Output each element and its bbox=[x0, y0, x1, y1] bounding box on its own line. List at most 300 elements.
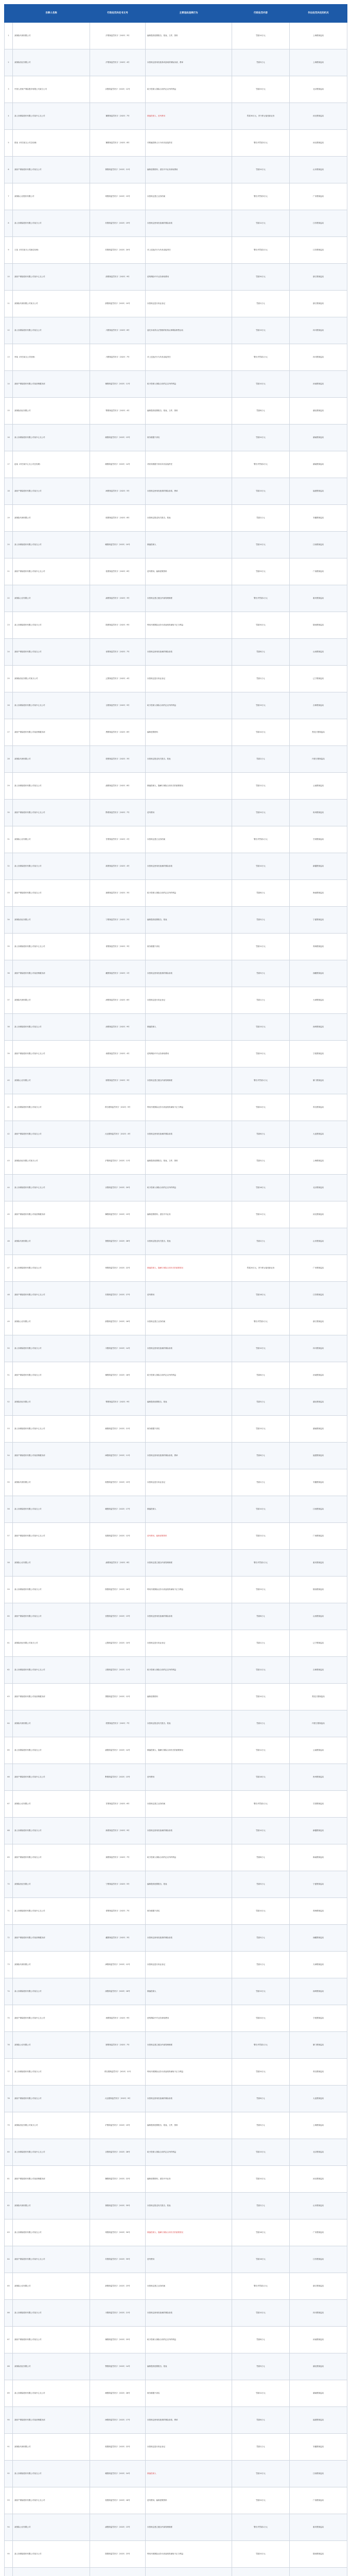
row-result bbox=[232, 558, 290, 585]
row-org-text: 福建银保监局 bbox=[313, 490, 324, 493]
row-org bbox=[290, 371, 347, 398]
row-index bbox=[5, 1255, 13, 1282]
row-party-text: 某财产保险股份有限公司某支公司 bbox=[14, 1374, 42, 1377]
row-org bbox=[290, 1657, 347, 1684]
table-row bbox=[5, 2112, 347, 2139]
row-basis bbox=[146, 2273, 232, 2300]
row-result-text: 罚款1万元 bbox=[256, 677, 265, 680]
table-row bbox=[5, 505, 347, 532]
row-party bbox=[13, 291, 90, 317]
row-org-text: 浙江银保监局 bbox=[313, 276, 324, 278]
row-org bbox=[290, 1952, 347, 1978]
row-party-text: 某保险代理有限公司 bbox=[14, 2446, 31, 2448]
row-basis bbox=[146, 237, 232, 264]
row-index bbox=[5, 2568, 13, 2576]
row-party bbox=[13, 2327, 90, 2353]
row-index bbox=[5, 1550, 13, 1577]
row-party bbox=[13, 1067, 90, 1094]
row-basis-text: 虚列费用 bbox=[147, 811, 154, 814]
row-type-text: 皖银保监罚决字〔2023〕8号 bbox=[106, 517, 130, 519]
row-party bbox=[13, 532, 90, 558]
row-party-text: 某保险代理有限公司 bbox=[14, 758, 31, 760]
row-party-text: 某保险经纪有限公司某分公司 bbox=[14, 1160, 38, 1162]
row-party-text: 某财产保险股份有限公司某营销服务部 bbox=[14, 1696, 45, 1698]
row-org-text: 新疆银保监局 bbox=[313, 1829, 324, 1832]
row-basis-text: 虚列费用、编制虚假资料 bbox=[147, 1535, 167, 1537]
row-org bbox=[290, 2487, 347, 2514]
row-party-text: 某保险代理有限公司 bbox=[14, 1722, 31, 1725]
row-party-text: 某人寿保险股份有限公司某支公司 bbox=[14, 1026, 42, 1028]
row-party-text: 某保险经纪有限公司某分公司 bbox=[14, 677, 38, 680]
table-row bbox=[5, 2327, 347, 2353]
row-org-text: 云南银保监局 bbox=[313, 785, 324, 787]
row-basis bbox=[146, 666, 232, 692]
row-org bbox=[290, 210, 347, 237]
row-party bbox=[13, 1791, 90, 1818]
row-result bbox=[232, 451, 290, 478]
row-result bbox=[232, 1201, 290, 1228]
row-index bbox=[5, 291, 13, 317]
table-row bbox=[5, 2005, 347, 2032]
row-result-text: 罚款10万元 bbox=[256, 731, 266, 734]
row-type-text: 冀银保监罚决字〔2023〕15号 bbox=[105, 1213, 130, 1216]
row-org bbox=[290, 666, 347, 692]
row-basis bbox=[146, 558, 232, 585]
row-party-text: 某财产保险股份有限公司某中心支公司 bbox=[14, 2499, 45, 2502]
row-party-text: 某人寿保险股份有限公司某分公司 bbox=[14, 2071, 42, 2073]
row-type-text: 青银保监罚决字〔2023〕7号 bbox=[106, 1910, 130, 1912]
row-party bbox=[13, 2273, 90, 2300]
row-party-text: 某财产保险股份有限公司某中心支公司 bbox=[14, 570, 45, 573]
row-index-text: 26 bbox=[7, 704, 10, 707]
row-result-text: 罚款25万元 bbox=[256, 88, 266, 91]
row-index bbox=[5, 1925, 13, 1952]
row-party-text: 某人寿保险股份有限公司某支公司 bbox=[14, 785, 42, 787]
row-result bbox=[232, 1523, 290, 1550]
row-type-text: 赣银保监罚决字〔2023〕24号 bbox=[105, 2472, 130, 2475]
row-index bbox=[5, 1871, 13, 1898]
row-org-text: 黑龙江银保监局 bbox=[312, 1696, 325, 1698]
row-result-text: 罚款1万元 bbox=[256, 1963, 265, 1966]
row-org-text: 青海银保监局 bbox=[313, 1910, 324, 1912]
row-type bbox=[90, 2487, 146, 2514]
row-basis-text: 未按规定建立健全内部管理制度 bbox=[147, 2044, 172, 2046]
row-org-text: 西藏银保监局 bbox=[313, 972, 324, 975]
row-party bbox=[13, 2059, 90, 2086]
row-index-text: 78 bbox=[7, 2097, 10, 2100]
row-type bbox=[90, 880, 146, 907]
row-result-text: 警告并罚款2万元 bbox=[254, 249, 268, 251]
row-result-text: 罚款2万元 bbox=[256, 517, 265, 519]
row-party-text: 李某（时任某支公司经理） bbox=[14, 356, 36, 359]
row-result bbox=[232, 1496, 290, 1523]
row-party-text: 某保险代理有限公司某分公司 bbox=[14, 302, 38, 305]
row-result bbox=[232, 2219, 290, 2246]
row-party bbox=[13, 2086, 90, 2112]
row-basis-text: 未按规定进行执业登记 bbox=[147, 302, 165, 305]
row-party-text: 某人寿保险股份有限公司某中心支公司 bbox=[14, 2392, 45, 2395]
table-row bbox=[5, 1523, 347, 1550]
row-result-text: 罚款20万元 bbox=[256, 1106, 266, 1109]
row-type bbox=[90, 2112, 146, 2139]
row-type-text: 闽银保监罚决字〔2023〕5号 bbox=[106, 490, 130, 493]
row-type bbox=[90, 1014, 146, 1041]
row-type-text: 桂银保监罚决字〔2023〕6号 bbox=[106, 570, 130, 573]
row-basis-text: 利用开展保险业务为其他机构谋取不正当利益 bbox=[147, 2071, 183, 2073]
row-result-text: 罚款18万元 bbox=[256, 1776, 266, 1778]
row-result-text: 罚款20万元 bbox=[256, 811, 266, 814]
row-index-text: 55 bbox=[7, 1481, 10, 1484]
row-result bbox=[232, 719, 290, 746]
row-result bbox=[232, 987, 290, 1014]
row-party bbox=[13, 1657, 90, 1684]
table-row bbox=[5, 2514, 347, 2541]
row-index bbox=[5, 2086, 13, 2112]
row-index-text: 94 bbox=[7, 2526, 10, 2529]
row-type-text: 赣银保监罚决字〔2023〕17号 bbox=[105, 1508, 130, 1511]
row-party-text: 某财产保险股份有限公司某支公司 bbox=[14, 1856, 42, 1859]
row-party-text: 某财产保险股份有限公司某营销服务部 bbox=[14, 2178, 45, 2180]
row-type bbox=[90, 1496, 146, 1523]
row-org-text: 安徽银保监局 bbox=[313, 517, 324, 519]
row-index-text: 48 bbox=[7, 1294, 10, 1296]
row-type-text: 冀银保监罚决字〔2023〕8号 bbox=[106, 142, 130, 144]
table-row bbox=[5, 692, 347, 719]
row-org-text: 陕西银保监局 bbox=[313, 624, 324, 626]
row-basis-text: 未按规定建立业务档案 bbox=[147, 1320, 165, 1323]
table-row bbox=[5, 2568, 347, 2576]
row-type bbox=[90, 237, 146, 264]
table-row bbox=[5, 2300, 347, 2327]
row-type bbox=[90, 800, 146, 826]
row-party-text: 某保险公估有限公司 bbox=[14, 1803, 31, 1805]
row-basis bbox=[146, 2327, 232, 2353]
row-result-text: 罚款15万元 bbox=[256, 329, 266, 332]
row-party bbox=[13, 2166, 90, 2193]
header-org: 作出处罚决定的机关 bbox=[290, 5, 347, 23]
row-basis-text: 未按规定使用经批准的保险条款、费率 bbox=[147, 1454, 178, 1457]
row-org-text: 青岛银保监局 bbox=[313, 1106, 324, 1109]
row-type bbox=[90, 2568, 146, 2576]
row-index-text: 21 bbox=[7, 570, 10, 573]
row-index bbox=[5, 1684, 13, 1710]
row-index bbox=[5, 2219, 13, 2246]
row-party-text: 某财产保险股份有限公司某营销服务部 bbox=[14, 1454, 45, 1457]
row-index-text: 35 bbox=[7, 945, 10, 948]
row-index bbox=[5, 1175, 13, 1201]
row-type bbox=[90, 505, 146, 532]
row-result-text: 罚款8万元 bbox=[256, 410, 265, 412]
row-party bbox=[13, 1871, 90, 1898]
row-party bbox=[13, 880, 90, 907]
row-result-text: 罚款8万元 bbox=[256, 2338, 265, 2341]
row-index bbox=[5, 2032, 13, 2059]
row-result-text: 警告并罚款2万元 bbox=[254, 463, 268, 466]
row-org bbox=[290, 49, 347, 76]
row-result bbox=[232, 2139, 290, 2166]
row-org bbox=[290, 2568, 347, 2576]
row-index bbox=[5, 1389, 13, 1416]
header-result: 行政处罚内容 bbox=[232, 5, 290, 23]
row-org bbox=[290, 1148, 347, 1175]
table-row bbox=[5, 2193, 347, 2219]
row-result bbox=[232, 1014, 290, 1041]
row-index-text: 4 bbox=[8, 115, 9, 117]
row-index bbox=[5, 130, 13, 157]
row-org bbox=[290, 1550, 347, 1577]
row-basis bbox=[146, 371, 232, 398]
row-org-text: 浙江银保监局 bbox=[313, 302, 324, 305]
row-index-text: 36 bbox=[7, 972, 10, 975]
row-party bbox=[13, 2541, 90, 2568]
row-result-text: 罚款6万元 bbox=[256, 1454, 265, 1457]
row-party-text: 某人寿保险股份有限公司某支公司 bbox=[14, 1990, 42, 1993]
row-type bbox=[90, 23, 146, 49]
row-result bbox=[232, 1335, 290, 1362]
row-org-text: 宁夏银保监局 bbox=[313, 1883, 324, 1886]
row-type-text: 浙银保监罚决字〔2023〕23号 bbox=[105, 2285, 130, 2287]
table-row bbox=[5, 960, 347, 987]
row-org bbox=[290, 1121, 347, 1148]
row-index bbox=[5, 907, 13, 934]
row-basis bbox=[146, 1496, 232, 1523]
row-org bbox=[290, 1362, 347, 1389]
row-party bbox=[13, 371, 90, 398]
row-index-text: 46 bbox=[7, 1240, 10, 1243]
row-basis bbox=[146, 76, 232, 103]
row-index-text: 1 bbox=[8, 35, 9, 37]
row-index bbox=[5, 773, 13, 800]
row-org bbox=[290, 1630, 347, 1657]
row-basis bbox=[146, 880, 232, 907]
row-org-text: 广东银保监局 bbox=[313, 195, 324, 198]
row-basis-text: 欺骗投保人、隐瞒与保险合同有关的重要情况 bbox=[147, 785, 183, 787]
row-type-text: 闽银保监罚决字〔2023〕17号 bbox=[105, 2419, 130, 2421]
row-basis-text: 未按规定建立健全内部管理制度 bbox=[147, 1079, 172, 1082]
row-index-text: 17 bbox=[7, 463, 10, 466]
row-index-text: 87 bbox=[7, 2338, 10, 2341]
row-party-text: 某财产保险股份有限公司某中心支公司 bbox=[14, 1294, 45, 1296]
row-result-text: 罚款25万元 bbox=[256, 570, 266, 573]
row-index-text: 41 bbox=[7, 1106, 10, 1109]
row-basis bbox=[146, 478, 232, 505]
row-org-text: 安徽银保监局 bbox=[313, 1481, 324, 1484]
row-basis-text: 虚列费用、编制虚假资料 bbox=[147, 2499, 167, 2502]
row-type bbox=[90, 1175, 146, 1201]
row-basis-text: 未按规定进行执业登记 bbox=[147, 1642, 165, 1645]
row-org bbox=[290, 1469, 347, 1496]
row-result-text: 警告并罚款3万元 bbox=[254, 195, 268, 198]
row-result bbox=[232, 1603, 290, 1630]
row-basis-text: 未按规定使用经批准的保险条款、费率 bbox=[147, 2419, 178, 2421]
row-type bbox=[90, 103, 146, 130]
row-result-text: 罚款6万元 bbox=[256, 2419, 265, 2421]
row-type bbox=[90, 1791, 146, 1818]
row-basis bbox=[146, 2166, 232, 2193]
row-result-text: 罚款2万元 bbox=[256, 1722, 265, 1725]
row-org bbox=[290, 2219, 347, 2246]
row-index-text: 12 bbox=[7, 329, 10, 332]
row-org bbox=[290, 2139, 347, 2166]
row-basis-text: 给予投保人保险合同约定以外的利益 bbox=[147, 383, 176, 385]
row-party-text: 某财产保险股份有限公司某中心支公司 bbox=[14, 1053, 45, 1055]
row-party-text: 某保险公估有限公司 bbox=[14, 1079, 31, 1082]
row-org-text: 重庆银保监局 bbox=[313, 597, 324, 600]
row-basis-text: 对欺骗投保人行为负有直接责任 bbox=[147, 142, 172, 144]
table-row bbox=[5, 344, 347, 371]
row-org-text: 江西银保监局 bbox=[313, 2472, 324, 2475]
row-org bbox=[290, 532, 347, 558]
row-type-text: 豫银保监罚决字〔2023〕25号 bbox=[105, 2338, 130, 2341]
row-index-text: 88 bbox=[7, 2365, 10, 2368]
row-result-text: 罚款12万元 bbox=[256, 222, 266, 225]
row-org bbox=[290, 907, 347, 934]
row-party bbox=[13, 1121, 90, 1148]
row-type-text: 沪银保监罚决字〔2023〕4号 bbox=[106, 61, 130, 64]
row-party-text: 某保险公估有限公司 bbox=[14, 1562, 31, 1564]
row-party bbox=[13, 1550, 90, 1577]
row-index bbox=[5, 1818, 13, 1844]
row-basis bbox=[146, 1362, 232, 1389]
row-org-text: 湖南银保监局 bbox=[313, 463, 324, 466]
row-basis-text: 编制虚假资料、虚挂中介业务套取费用 bbox=[147, 168, 178, 171]
row-result-text: 罚款25万元 bbox=[256, 1053, 266, 1055]
row-party-text: 某财产保险股份有限公司某营销服务部 bbox=[14, 383, 45, 385]
row-result-text: 罚款2万元 bbox=[256, 1240, 265, 1243]
row-party-text: 某保险公估有限公司 bbox=[14, 2285, 31, 2287]
table-row bbox=[5, 2246, 347, 2273]
row-result-text: 罚款15万元 bbox=[256, 2151, 266, 2154]
row-party bbox=[13, 2487, 90, 2514]
row-basis-text: 给予投保人保险合同约定以外的利益 bbox=[147, 1187, 176, 1189]
row-result bbox=[232, 291, 290, 317]
row-result bbox=[232, 692, 290, 719]
row-party bbox=[13, 1496, 90, 1523]
row-party bbox=[13, 264, 90, 291]
row-basis-text: 未按规定进行执业登记 bbox=[147, 2446, 165, 2448]
row-index bbox=[5, 425, 13, 451]
row-result bbox=[232, 1657, 290, 1684]
row-basis-text: 利用开展保险业务为其他机构谋取不正当利益 bbox=[147, 1106, 183, 1109]
row-result-text: 罚款12万元 bbox=[256, 945, 266, 948]
row-party bbox=[13, 853, 90, 880]
row-index-text: 95 bbox=[7, 2553, 10, 2555]
row-result-text: 罚款10万元 bbox=[256, 383, 266, 385]
row-type bbox=[90, 558, 146, 585]
row-party-text: 某保险代理有限公司 bbox=[14, 999, 31, 1002]
row-type-text: 京银保监罚决字〔2023〕12号 bbox=[105, 88, 130, 91]
row-result bbox=[232, 344, 290, 371]
row-result-text: 罚款20万元，责令停止接受新业务 bbox=[247, 1267, 275, 1269]
table-row bbox=[5, 826, 347, 853]
table-row bbox=[5, 585, 347, 612]
row-index-text: 3 bbox=[8, 88, 9, 91]
row-party-text: 某财产保险股份有限公司某中心支公司 bbox=[14, 1776, 45, 1778]
row-org-text: 安徽银保监局 bbox=[313, 2446, 324, 2448]
row-type bbox=[90, 76, 146, 103]
row-type-text: 甬银保监罚决字〔2023〕4号 bbox=[106, 1053, 130, 1055]
row-result-text: 罚款1万元 bbox=[256, 2446, 265, 2448]
table-row bbox=[5, 666, 347, 692]
row-type-text: 陕银保监罚决字〔2023〕23号 bbox=[105, 2553, 130, 2555]
row-basis bbox=[146, 505, 232, 532]
row-result bbox=[232, 853, 290, 880]
row-type bbox=[90, 2514, 146, 2541]
row-result-text: 罚款1万元 bbox=[256, 1481, 265, 1484]
table-row bbox=[5, 398, 347, 425]
table-row bbox=[5, 1067, 347, 1094]
row-result bbox=[232, 1818, 290, 1844]
row-basis-text: 编制提供虚假报告、报表 bbox=[147, 1401, 167, 1403]
row-type-text: 皖银保监罚决字〔2023〕22号 bbox=[105, 2446, 130, 2448]
row-org bbox=[290, 800, 347, 826]
row-result bbox=[232, 1898, 290, 1925]
row-index-text: 15 bbox=[7, 410, 10, 412]
row-party-text: 某人寿保险股份有限公司某中心支公司 bbox=[14, 704, 45, 707]
row-party bbox=[13, 934, 90, 960]
row-result-text: 罚款10万元 bbox=[256, 1696, 266, 1698]
row-result-text: 警告并罚款1万元 bbox=[254, 1803, 268, 1805]
table-row bbox=[5, 2166, 347, 2193]
row-index bbox=[5, 1737, 13, 1764]
row-index bbox=[5, 451, 13, 478]
row-basis bbox=[146, 317, 232, 344]
row-party bbox=[13, 237, 90, 264]
row-basis bbox=[146, 2300, 232, 2327]
row-basis bbox=[146, 1871, 232, 1898]
row-type bbox=[90, 1978, 146, 2005]
row-result-text: 罚款5万元 bbox=[256, 1401, 265, 1403]
row-org bbox=[290, 451, 347, 478]
row-org-text: 黑龙江银保监局 bbox=[312, 731, 325, 734]
row-party bbox=[13, 1523, 90, 1550]
row-basis bbox=[146, 1121, 232, 1148]
row-index-text: 76 bbox=[7, 2044, 10, 2046]
row-basis bbox=[146, 746, 232, 773]
row-result bbox=[232, 2541, 290, 2568]
row-index bbox=[5, 2273, 13, 2300]
table-row bbox=[5, 1335, 347, 1362]
row-org-text: 河南银保监局 bbox=[313, 2338, 324, 2341]
row-basis bbox=[146, 1282, 232, 1309]
row-result bbox=[232, 1630, 290, 1657]
row-index-text: 69 bbox=[7, 1856, 10, 1859]
row-org bbox=[290, 1416, 347, 1443]
row-index-text: 25 bbox=[7, 677, 10, 680]
row-basis-text: 编制虚假资料、虚挂中介业务 bbox=[147, 1213, 171, 1216]
row-org bbox=[290, 1684, 347, 1710]
row-index-text: 47 bbox=[7, 1267, 10, 1269]
row-org-text: 天津银保监局 bbox=[313, 1963, 324, 1966]
row-index-text: 34 bbox=[7, 919, 10, 921]
row-basis bbox=[146, 2005, 232, 2032]
row-type-text: 粤银保监罚决字〔2023〕22号 bbox=[105, 1267, 130, 1269]
table-row bbox=[5, 558, 347, 585]
row-index bbox=[5, 1282, 13, 1309]
row-index bbox=[5, 639, 13, 666]
row-index bbox=[5, 1416, 13, 1443]
row-basis bbox=[146, 1228, 232, 1255]
row-org bbox=[290, 317, 347, 344]
row-result bbox=[232, 398, 290, 425]
row-type-text: 鲁银保监罚决字〔2023〕28号 bbox=[105, 1240, 130, 1243]
row-party-text: 某财产保险股份有限公司某营销服务部 bbox=[14, 1213, 45, 1216]
row-org bbox=[290, 2246, 347, 2273]
row-index-text: 29 bbox=[7, 785, 10, 787]
row-party bbox=[13, 398, 90, 425]
row-type bbox=[90, 2246, 146, 2273]
row-index bbox=[5, 478, 13, 505]
